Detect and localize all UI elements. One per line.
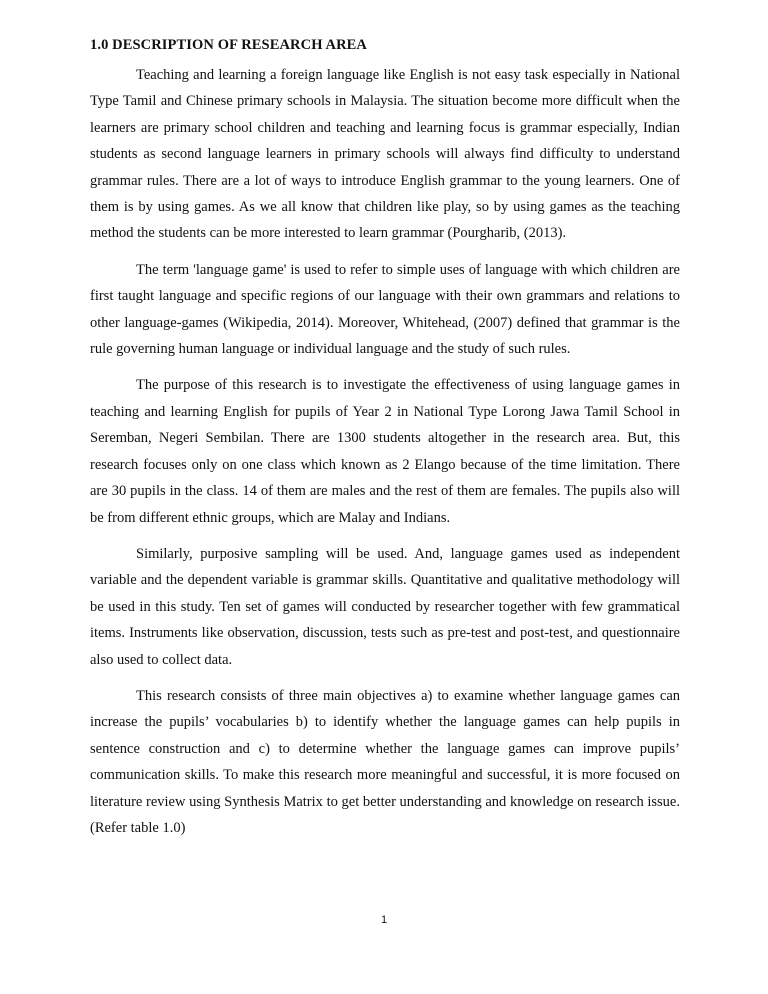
paragraph-language-game-definition: The term 'language game' is used to refer to simple uses of language with which children are first taught language and specific regions of our language with their own grammars and relations to other language-games (Wikipedia, 2014). Moreover, Whitehead, (2007) defined that grammar is the rule governing human language or individual language and the study of such rules. xyxy=(90,261,680,358)
paragraph-research-purpose: The purpose of this research is to investigate the effectiveness of using language games in teaching and learning English for pupils of Year 2 in National Type Lorong Jawa Tamil School in Seremban, Negeri Sembilan. There are 1300 students altogether in the research area. But, this research focuses only on one class which known as 2 Elango because of the time limitation. There are 30 pupils in the class. 14 of them are males and the rest of them are females. The pupils also will be from different ethnic groups, which are Malay and Indians. xyxy=(90,377,680,526)
paragraph-introduction: Teaching and learning a foreign language like English is not easy task especially in National Type Tamil and Chinese primary schools in Malaysia. The situation become more difficult when the learners are primary school children and teaching and learning focus is grammar especially, Indian students as second language learners in primary schools will always find difficulty to understand grammar rules. There are a lot of ways to introduce English grammar to the young learners. One of them is by using games. As we all know that children like play, so by using games as the teaching method the students can be more interested to learn grammar (Pourgharib, (2013). xyxy=(90,67,680,242)
page-number: 1 xyxy=(380,914,388,926)
paragraph-sampling-methodology: Similarly, purposive sampling will be used. And, language games used as independent variable and the dependent variable is grammar skills. Quantitative and qualitative methodology will be used in this study. Ten set of games will conducted by researcher together with few grammatical items. Instruments like observation, discussion, tests such as pre-test and post-test, and questionnaire also used to collect data. xyxy=(90,545,680,668)
paragraph-research-objectives: This research consists of three main objectives a) to examine whether language games can increase the pupils’ vocabularies b) to identify whether the language games can help pupils in sentence construction and c) to determine whether the language games can improve pupils’ communication skills. To make this research more meaningful and successful, it is more focused on literature review using Synthesis Matrix to get better understanding and knowledge on research issue. (Refer table 1.0) xyxy=(90,687,680,836)
section-heading: 1.0 DESCRIPTION OF RESEARCH AREA xyxy=(90,37,367,53)
